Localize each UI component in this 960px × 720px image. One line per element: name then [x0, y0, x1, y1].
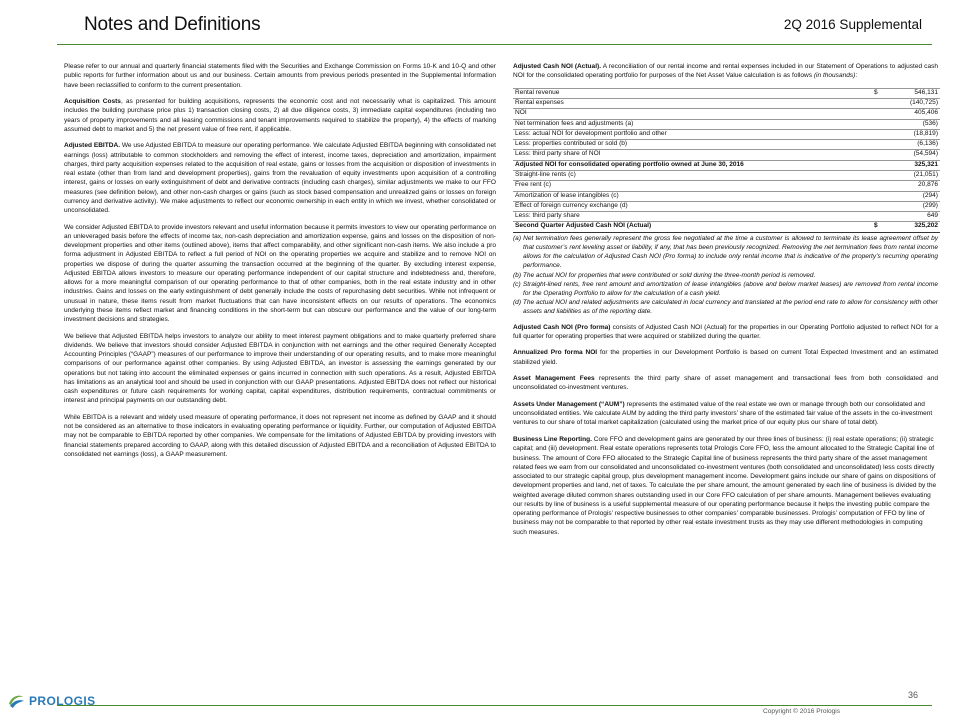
adjusted-ebitda-text: We use Adjusted EBITDA to measure our operating performance. We calculate Adjusted EBITDA beginning with consolidated net earnings (loss) attributable to common stockholders and removing the effect of interest, income taxes, depreciation and amortization, impairment charges, third party acquisition expenses related to the acquisition of real estate, gains or losses from the acquisition or disposition of investments in real estate (other than from land and development properties), gains from the revaluation of equity investments upon acquisition of a controlling interest, gains or losses on early extinguishment of debt and derivative contracts (including cash charges), similar adjustments we make to our FFO measures (see definition below), and other non-cash charges or gains (such as stock based compensation and unrealized gains or losses on foreign currency and derivative activity). We make adjustments to reflect our economic ownership in each entity in which we invest, whether consolidated or unconsolidated.	[64, 142, 496, 215]
adjusted-cash-noi-text-end: :	[855, 72, 858, 80]
noi-row-value: 546,131	[886, 88, 940, 98]
noi-row-label: Straight-line rents (c)	[513, 171, 874, 181]
footnote-c: (c) Straight-lined rents, free rent amount and amortization of lease intangibles (above and below market leases) are removed from rental income for the Operating Portfolio to allow for the calculation of a cash yield.	[513, 280, 938, 297]
noi-table-row	[513, 129, 940, 139]
noi-row-label: Second Quarter Adjusted Cash NOI (Actual)	[513, 222, 874, 232]
business-line-reporting-definition	[513, 435, 938, 537]
noi-row-currency	[874, 129, 886, 139]
proforma-noi-term: Adjusted Cash NOI (Pro forma)	[513, 323, 611, 331]
noi-row-value: 20,876	[886, 181, 940, 191]
noi-row-value: (140,725)	[886, 99, 940, 109]
noi-table-row	[513, 88, 940, 98]
noi-row-value: (536)	[886, 119, 940, 129]
table-footnotes	[513, 234, 938, 317]
noi-row-label: NOI	[513, 109, 874, 119]
noi-row-currency	[874, 140, 886, 150]
proforma-noi-text: consists of Adjusted Cash NOI (Actual) for the properties in our Operating Portfolio adjusted to reflect NOI for a full quarter for operating properties that were acquired or stabilized during the quarter.	[513, 323, 939, 340]
noi-row-value: (294)	[886, 191, 940, 201]
ebitda-investors-paragraph: We believe that Adjusted EBITDA helps investors to analyze our ability to meet interest payment obligations and to make quarterly preferred share dividends. We believe that investors should consider Adjusted EBITDA in conjunction with net earnings and the other required Generally Accepted Accounting Principles (“GAAP”) measures of our performance to improve their understanding of our operating results, and to make more meaningful comparisons of our performance against other companies. By using Adjusted EBITDA, an investor is assessing the earnings generated by our operations but not taking into account the eliminated expenses or gains incurred in connection with such operations. As a result, Adjusted EBITDA has limitations as an analytical tool and should be used in conjunction with our GAAP presentations. Adjusted EBITDA does not reflect our historical cash expenditures or future cash requirements for working capital, capital expenditures, distribution requirements, contractual commitments or interest and principal payments on our outstanding debt.	[64, 332, 496, 405]
noi-row-currency	[874, 181, 886, 191]
adjusted-cash-noi-term: Adjusted Cash NOI (Actual).	[513, 63, 602, 70]
noi-table-row	[513, 150, 940, 160]
noi-row-label: Effect of foreign currency exchange (d)	[513, 201, 874, 211]
intro-paragraph: Please refer to our annual and quarterly financial statements filed with the Securities and Exchange Commission on Forms 10-K and 10-Q and other public reports for further information about us and our business. Certain amounts from previous periods presented in the Supplemental Information have been reclassified to conform to the current presentation.	[64, 63, 496, 89]
noi-table-row	[513, 181, 940, 191]
noi-row-label: Net termination fees and adjustments (a)	[513, 119, 874, 129]
noi-row-label: Less: properties contributed or sold (b)	[513, 140, 874, 150]
noi-row-currency	[874, 99, 886, 109]
noi-row-value: (21,051)	[886, 171, 940, 181]
noi-row-value: 649	[886, 212, 940, 222]
ebitda-limitations-paragraph: While EBITDA is a relevant and widely used measure of operating performance, it does not represent net income as defined by GAAP and it should not be considered as an alternative to those indicators in evaluating operating performance or liquidity. Further, our computation of Adjusted EBITDA may not be comparable to EBITDA reported by other companies. We compensate for the limitations of Adjusted EBITDA by providing investors with financial statements prepared according to GAAP, along with this detailed discussion of Adjusted EBITDA and a reconciliation of Adjusted EBITDA to consolidated net earnings (loss), a GAAP measurement.	[64, 413, 496, 458]
noi-row-currency	[874, 160, 886, 170]
noi-row-currency	[874, 191, 886, 201]
noi-row-value: 325,202	[886, 222, 940, 232]
noi-row-currency	[874, 150, 886, 160]
noi-row-value: 325,321	[886, 160, 940, 170]
noi-row-value: 405,406	[886, 109, 940, 119]
left-column	[64, 62, 496, 467]
adjusted-cash-noi-definition	[513, 62, 938, 81]
annualized-noi-definition	[513, 348, 938, 367]
logo-wordmark: PROLOGIS	[29, 694, 96, 708]
prologis-logo-icon	[6, 691, 26, 711]
page-number: 36	[907, 690, 918, 700]
noi-row-currency: $	[874, 88, 886, 98]
footer-divider	[57, 705, 932, 706]
noi-row-currency	[874, 171, 886, 181]
business-line-reporting-term: Business Line Reporting.	[513, 436, 592, 443]
annualized-noi-text: for the properties in our Development Portfolio is based on current Total Expected Investment and an estimated stabilized yield.	[513, 349, 938, 366]
noi-row-label: Less: third party share	[513, 212, 874, 222]
copyright-notice: Copyright © 2016 Prologis	[763, 708, 841, 715]
document-subtitle: 2Q 2016 Supplemental	[783, 17, 922, 32]
adjusted-ebitda-term: Adjusted EBITDA.	[64, 142, 121, 150]
aum-definition	[513, 400, 938, 428]
noi-table-row	[513, 201, 940, 211]
noi-row-label: Amortization of lease intangibles (c)	[513, 191, 874, 201]
noi-row-value: (299)	[886, 201, 940, 211]
noi-table-row	[513, 191, 940, 201]
aum-term: Assets Under Management (“AUM”)	[513, 400, 625, 408]
noi-table-row	[513, 109, 940, 119]
annualized-noi-term: Annualized Pro forma NOI	[513, 349, 598, 357]
noi-reconciliation-table	[513, 88, 940, 233]
acquisition-costs-text: , as presented for building acquisitions, represents the economic cost and not necessarily what is capitalized. This amount includes the building purchase price plus 1) transaction closing costs, 2) all due diligence costs, 3) immediate capital expenditures (including two years of property improvements and all leasing commissions and tenant improvements required to stabilize the property), 4) the effects of marking assumed debt to market and 5) the net present value of free rent, if applicable.	[64, 98, 496, 133]
noi-table-row	[513, 171, 940, 181]
footnote-a: (a) Net termination fees generally represent the gross fee negotiated at the time a customer is allowed to terminate its lease agreement offset by that customer’s rent leveling asset or liability, if any, that has been previously recognized. Removing the net termination fees from rental income allows for the calculation of Adjusted Cash NOI (Pro forma) to include only rental income that is indicative of the property’s recurring operating performance.	[513, 234, 938, 270]
business-line-reporting-text: Core FFO and development gains are generated by our three lines of business: (i) real estate operations; (ii) strategic capital; and (iii) development. Real estate operations represents total Prologis Core FFO, less the amount allocated to the Strategic Capital line of business. The amount of Core FFO allocated to the Strategic Capital line of business represents the third party share of the asset management related fees we earn from our consolidated and unconsolidated co-investment ventures (both consolidated and unconsolidated) less costs directly associated to our strategic capital group, plus development management income. Development gains include our share of gains on dispositions of development properties and land, net of taxes. To calculate the per share amount, the amount generated by each line of business is divided by the weighted average diluted common shares outstanding used in our Core FFO calculation of per share amounts. Management believes evaluating our results by line of business is a useful supplemental measure of our operating performance because it helps the investing public compare the operating performance of Prologis’ respective businesses to other companies’ comparable businesses. Prologis’ computation of FFO by line of business may not be comparable to that reported by other real estate investment trusts as they may use different methodologies in computing such measures.	[513, 436, 937, 536]
noi-table-row	[513, 222, 940, 232]
noi-row-value: (6,136)	[886, 140, 940, 150]
noi-row-label: Less: third party share of NOI	[513, 150, 874, 160]
noi-table-row	[513, 160, 940, 170]
acquisition-costs-term: Acquisition Costs	[64, 98, 121, 106]
adjusted-ebitda-definition	[64, 141, 496, 215]
noi-table-row	[513, 119, 940, 129]
noi-row-currency	[874, 212, 886, 222]
prologis-logo	[6, 689, 96, 713]
noi-table-row	[513, 99, 940, 109]
proforma-noi-definition	[513, 323, 938, 342]
footnote-d: (d) The actual NOI and related adjustments are calculated in local currency and translated at the period end rate to allow for consistency with other assets and liabilities as of the reporting date.	[513, 299, 938, 316]
noi-row-currency	[874, 109, 886, 119]
noi-table-row	[513, 212, 940, 222]
ebitda-rationale-paragraph: We consider Adjusted EBITDA to provide investors relevant and useful information because it permits investors to view our operating performance on an unleveraged basis before the effects of income tax, non-cash depreciation and amortization expense, gains and losses on the disposition of non-development properties and other items (outlined above), items that affect comparability, and other significant non-cash items. We also include a pro forma adjustment in Adjusted EBITDA to reflect a full period of NOI on the operating properties we acquire and stabilize and to remove NOI on properties we dispose of during the quarter assuming the transaction occurred at the beginning of the quarter. By excluding interest expense, Adjusted EBITDA allows investors to measure our operating performance independent of our capital structure and indebtedness and, therefore, allows for a more meaningful comparison of our operating performance to that of other companies, both in the real estate industry and in other industries. Gains and losses on the early extinguishment of debt generally include the costs of repurchasing debt securities. While not infrequent or unusual in nature, these items result from market fluctuations that can have inconsistent effects on our results of operations. The economics underlying these items reflect market and financing conditions in the short-term but can obscure our performance and the value of our long-term investment decisions and strategies.	[64, 223, 496, 324]
noi-row-label: Free rent (c)	[513, 181, 874, 191]
page-title: Notes and Definitions	[84, 14, 261, 35]
noi-row-label: Less: actual NOI for development portfolio and other	[513, 129, 874, 139]
acquisition-costs-definition	[64, 97, 496, 134]
noi-row-value: (18,819)	[886, 129, 940, 139]
asset-management-fees-term: Asset Management Fees	[513, 375, 595, 383]
asset-management-fees-definition	[513, 374, 938, 393]
units-note: (in thousands)	[813, 72, 856, 80]
noi-row-label: Rental revenue	[513, 88, 874, 98]
noi-table-row	[513, 140, 940, 150]
noi-row-label: Adjusted NOI for consolidated operating portfolio owned at June 30, 2016	[513, 160, 874, 170]
noi-row-currency	[874, 201, 886, 211]
footnote-b: (b) The actual NOI for properties that were contributed or sold during the three-month period is removed.	[513, 271, 816, 279]
asset-management-fees-text: represents the third party share of asset management and transactional fees from both consolidated and unconsolidated co-investment ventures.	[513, 375, 938, 392]
title-divider	[57, 44, 932, 45]
noi-row-currency	[874, 119, 886, 129]
noi-row-currency: $	[874, 222, 886, 232]
aum-text: represents the estimated value of the real estate we own or manage through both our consolidated and unconsolidated entities. We calculate AUM by adding the third party investors’ share of the estimated fair value of the assets in the co-investment ventures to our share of total market capitalization (calculated using the market price of our equity plus our share of total debt).	[513, 400, 933, 427]
right-column	[513, 62, 938, 544]
adjusted-cash-noi-text: A reconciliation of our rental income and rental expenses included in our Statement of Operations to adjusted cash NOI for the consolidated operating portfolio for purposes of the Net Asset Value calculation is as follows	[513, 63, 938, 80]
noi-row-value: (54,594)	[886, 150, 940, 160]
noi-row-label: Rental expenses	[513, 99, 874, 109]
